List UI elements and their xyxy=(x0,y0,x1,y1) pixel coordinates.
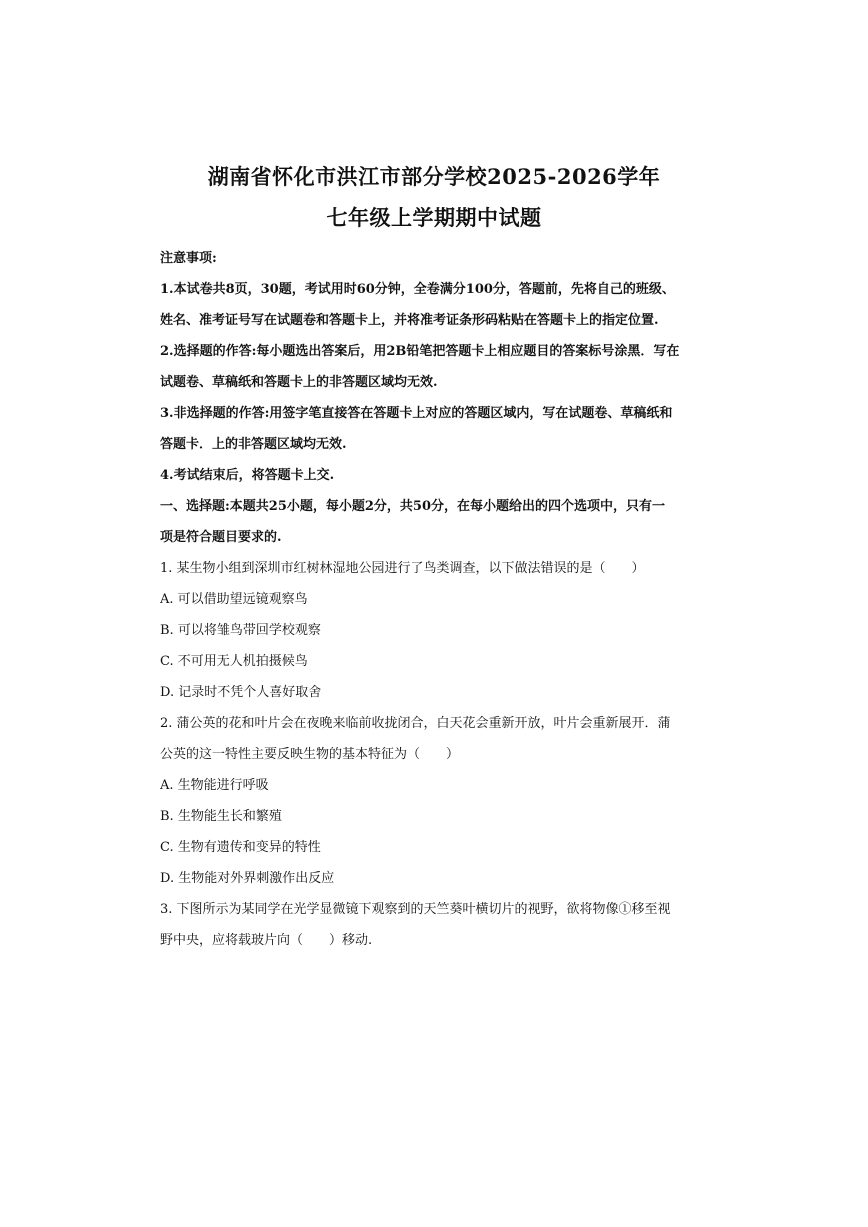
question-2-stem-line-1: 2. 蒲公英的花和叶片会在夜晚来临前收拢闭合，白天花会重新开放，叶片会重新展开．蒲 xyxy=(160,716,671,731)
question-2-option-b: B. 生物能生长和繁殖 xyxy=(160,809,282,824)
question-3-stem-line-1: 3. 下图所示为某同学在光学显微镜下观察到的天竺葵叶横切片的视野，欲将物像①移至视 xyxy=(160,902,671,917)
exam-title-line1: 湖南省怀化市洪江市部分学校2025-2026学年 xyxy=(207,164,661,189)
exam-content xyxy=(160,243,720,956)
notice-item-2-line-1: 2.选择题的作答:每小题选出答案后，用2B铅笔把答题卡上相应题目的答案标号涂黑．写在 xyxy=(160,344,680,359)
question-3-stem-line-2: 野中央，应将载玻片向（ ）移动. xyxy=(160,933,373,948)
question-1-option-d: D. 记录时不凭个人喜好取舍 xyxy=(160,685,322,700)
exam-title-line2: 七年级上学期期中试题 xyxy=(326,205,542,230)
notice-item-3-line-1: 3.非选择题的作答:用签字笔直接答在答题卡上对应的答题区域内，写在试题卷、草稿纸和 xyxy=(160,406,673,421)
notice-item-1-line-2: 姓名、准考证号写在试题卷和答题卡上，并将准考证条形码粘贴在答题卡上的指定位置. xyxy=(160,313,659,328)
question-2-option-d: D. 生物能对外界刺激作出反应 xyxy=(160,871,335,886)
question-1-stem-line-1: 1. 某生物小组到深圳市红树林湿地公园进行了鸟类调查，以下做法错误的是（ ） xyxy=(160,561,645,576)
notice-item-1-line-1: 1.本试卷共8页，30题，考试用时60分钟，全卷满分100分，答题前，先将自己的班级、 xyxy=(160,282,675,297)
question-2-option-c: C. 生物有遗传和变异的特性 xyxy=(160,840,321,855)
question-1-option-a: A. 可以借助望远镜观察鸟 xyxy=(160,592,308,607)
notice-item-2-line-2: 试题卷、草稿纸和答题卡上的非答题区域均无效. xyxy=(160,375,438,390)
question-2-stem-line-2: 公英的这一特性主要反映生物的基本特征为（ ） xyxy=(160,747,460,762)
question-1-option-c: C. 不可用无人机拍摄候鸟 xyxy=(160,654,308,669)
question-2-option-a: A. 生物能进行呼吸 xyxy=(160,778,269,793)
notice-item-4-line-1: 4.考试结束后，将答题卡上交. xyxy=(160,468,335,483)
section-1-line-1: 一、选择题:本题共25小题，每小题2分，共50分，在每小题给出的四个选项中，只有一 xyxy=(160,499,666,514)
question-1-option-b: B. 可以将雏鸟带回学校观察 xyxy=(160,623,321,638)
notice-item-3-line-2: 答题卡．上的非答题区域均无效. xyxy=(160,437,347,452)
section-1-line-2: 项是符合题目要求的. xyxy=(160,530,282,545)
notice-heading: 注意事项: xyxy=(160,251,217,266)
